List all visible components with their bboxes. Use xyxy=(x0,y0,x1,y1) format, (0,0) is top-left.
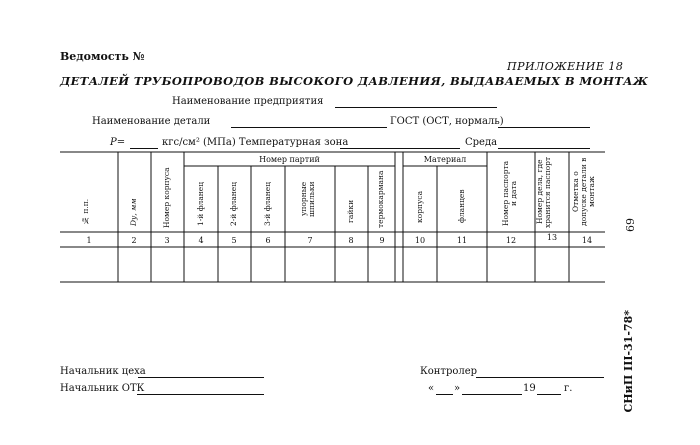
col-number: 1 xyxy=(86,236,92,245)
col-number: 11 xyxy=(456,236,468,245)
field-gost-label: ГОСТ (ОСТ, нормаль) xyxy=(390,116,504,127)
nachalnik-tseha-label: Начальник цеха xyxy=(60,366,146,377)
col-header-npp: № п.п. xyxy=(81,198,90,226)
col-number: 6 xyxy=(265,236,271,245)
field-detal-label: Наименование детали xyxy=(92,116,211,127)
col-header-flanets-2: 2-й фланец xyxy=(229,181,238,227)
col-number: 5 xyxy=(231,236,237,245)
col-header-flanets-1: 1-й фланец xyxy=(196,181,205,227)
col-header-korpusa: корпуса xyxy=(415,190,424,223)
col-number: 12 xyxy=(505,236,517,245)
col-number: 9 xyxy=(379,236,385,245)
col-number: 8 xyxy=(348,236,354,245)
page-number: 69 xyxy=(624,218,637,232)
group-header-partii: Номер партий xyxy=(259,155,320,164)
nachalnik-otk-line[interactable] xyxy=(137,394,264,395)
field-predpriyatie-label: Наименование предприятия xyxy=(172,96,324,107)
col-header-otmetka: Отметка о допуске детали в монтаж xyxy=(571,157,596,227)
date-month-line[interactable] xyxy=(462,394,522,395)
kontroler-label: Контролер xyxy=(420,366,478,377)
nachalnik-tseha-line[interactable] xyxy=(138,377,264,378)
col-number: 7 xyxy=(307,236,313,245)
col-header-nomer-pasporta: Номер паспорта и дата xyxy=(501,160,518,226)
field-p-label: P= xyxy=(110,137,126,148)
col-header-termokarmana: термокармана xyxy=(376,170,385,228)
date-quote-close: » xyxy=(454,383,461,394)
col-header-flantsev: фланцев xyxy=(457,189,466,224)
col-header-flanets-3: 3-й фланец xyxy=(263,181,272,227)
col-number: 13 xyxy=(546,233,558,242)
field-sreda-label: Среда xyxy=(465,137,498,148)
col-number: 2 xyxy=(131,236,137,245)
date-year-suffix: г. xyxy=(564,383,573,394)
col-number: 10 xyxy=(414,236,426,245)
col-header-nomer-dela: Номер дела, где хранится паспорт xyxy=(535,156,552,228)
date-day-line[interactable] xyxy=(436,394,453,395)
col-number: 4 xyxy=(198,236,204,245)
date-year-prefix: 19 xyxy=(523,383,536,394)
col-number: 14 xyxy=(581,236,593,245)
col-header-nomer-korpusa: Номер корпуса xyxy=(162,167,171,228)
col-header-upornye-shpilki: упорные шпильки xyxy=(299,181,316,217)
snip-label: СНиП III-31-78* xyxy=(622,310,635,413)
kontroler-line[interactable] xyxy=(476,377,604,378)
date-quote-open: « xyxy=(428,383,435,394)
col-header-dy: Dу, мм xyxy=(129,198,138,226)
col-header-gaiki: гайки xyxy=(346,199,355,224)
date-year-line[interactable] xyxy=(537,394,561,395)
page-title: ДЕТАЛЕЙ ТРУБОПРОВОДОВ ВЫСОКОГО ДАВЛЕНИЯ, ВЫДАВАЕМЫХ В МОНТАЖ xyxy=(60,74,649,88)
vedomost-label: Ведомость № xyxy=(60,50,145,63)
field-kgs-label: кгс/см² (МПа) Температурная зона xyxy=(162,137,349,148)
nachalnik-otk-label: Начальник ОТК xyxy=(60,383,145,394)
group-header-material: Материал xyxy=(423,155,467,164)
col-number: 3 xyxy=(164,236,170,245)
prilozhenie-label: ПРИЛОЖЕНИЕ 18 xyxy=(507,60,624,73)
